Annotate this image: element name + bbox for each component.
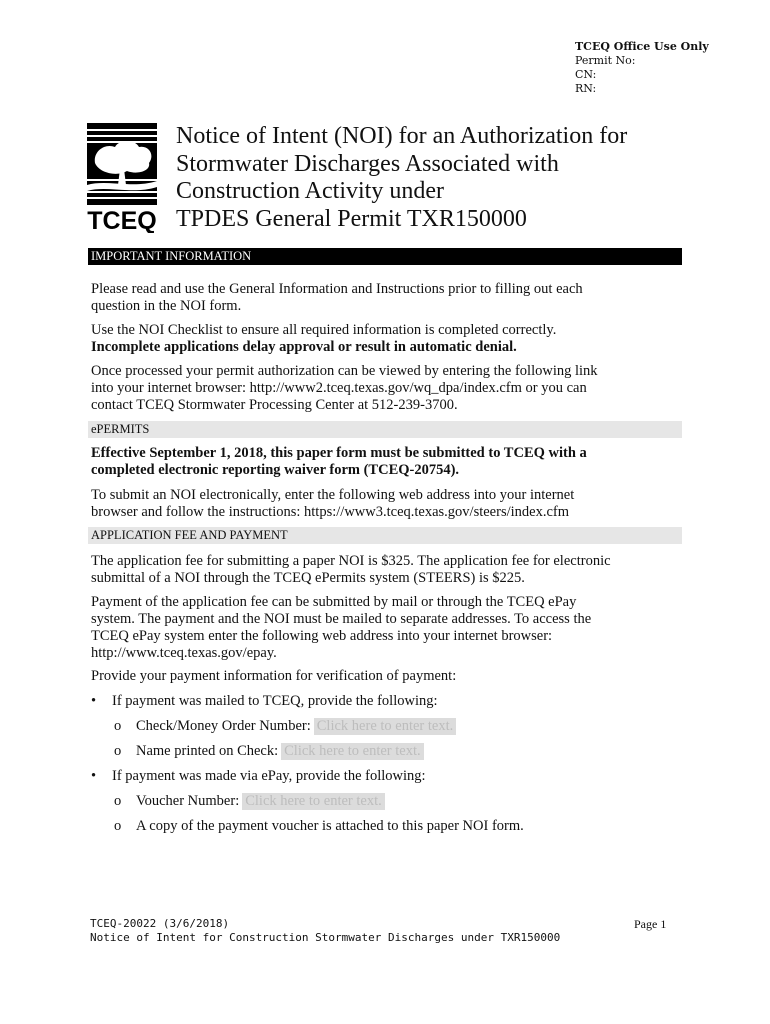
text-line: The application fee for submitting a paper NOI is $325. The application fee for electronic xyxy=(91,553,611,569)
text-line: TCEQ ePay system enter the following web address into your internet browser: xyxy=(91,628,553,644)
sub-check-number xyxy=(114,718,456,735)
warning-text: Incomplete applications delay approval or result in automatic denial. xyxy=(91,339,517,355)
text-line: Use the NOI Checklist to ensure all required information is completed correctly. xyxy=(91,322,557,338)
sub-voucher-copy xyxy=(114,818,524,835)
sub-bullet: o xyxy=(114,818,122,834)
epermits-paragraph-2 xyxy=(91,487,681,521)
bullet-dot: • xyxy=(91,693,97,709)
fee-paragraph-1 xyxy=(91,553,681,587)
text-line: into your internet browser: http://www2.tceq.texas.gov/wq_dpa/index.cfm or you can xyxy=(91,380,587,396)
epermits-header: ePERMITS xyxy=(88,421,682,438)
text-line: completed electronic reporting waiver form (TCEQ-20754). xyxy=(91,462,460,478)
name-on-check-label: Name printed on Check: xyxy=(136,743,279,759)
important-paragraph-3 xyxy=(91,363,681,414)
sub-bullet: o xyxy=(114,793,122,809)
important-information-header: IMPORTANT INFORMATION xyxy=(88,248,682,265)
page-number: Page 1 xyxy=(634,917,667,931)
text-line: contact TCEQ Stormwater Processing Center at 512-239-3700. xyxy=(91,397,458,413)
voucher-number-field[interactable]: Click here to enter text. xyxy=(242,793,385,810)
cn-label: CN: xyxy=(575,68,597,81)
bullet-dot: • xyxy=(91,768,97,784)
title-line: TPDES General Permit TXR150000 xyxy=(176,205,527,232)
check-number-field[interactable]: Click here to enter text. xyxy=(314,718,457,735)
text-line: Please read and use the General Information and Instructions prior to filling out each xyxy=(91,281,583,297)
text-line: To submit an NOI electronically, enter the following web address into your internet xyxy=(91,487,575,503)
voucher-number-label: Voucher Number: xyxy=(136,793,240,809)
form-number: TCEQ-20022 (3/6/2018) xyxy=(90,917,230,930)
form-name: Notice of Intent for Construction Stormwater Discharges under TXR150000 xyxy=(90,931,561,944)
text-line: system. The payment and the NOI must be mailed to separate addresses. To access the xyxy=(91,611,592,627)
epermits-paragraph-1 xyxy=(91,445,681,479)
title-line: Construction Activity under xyxy=(176,178,444,204)
permit-no-label: Permit No: xyxy=(575,54,636,67)
fee-paragraph-3: Provide your payment information for verification of payment: xyxy=(91,668,457,684)
text-line: Once processed your permit authorization can be viewed by entering the following link xyxy=(91,363,598,379)
bullet-text: If payment was made via ePay, provide the following: xyxy=(112,768,426,784)
fee-paragraph-2 xyxy=(91,594,681,662)
text-line: submittal of a NOI through the TCEQ ePermits system (STEERS) is $225. xyxy=(91,570,525,586)
important-paragraph-1 xyxy=(91,281,681,315)
sub-voucher-number xyxy=(114,793,385,810)
sub-bullet: o xyxy=(114,743,122,759)
voucher-copy-text: A copy of the payment voucher is attached to this paper NOI form. xyxy=(136,818,524,834)
office-use-block xyxy=(575,40,709,96)
bullet-text: If payment was mailed to TCEQ, provide the following: xyxy=(112,693,438,709)
text-line: question in the NOI form. xyxy=(91,298,242,314)
rn-label: RN: xyxy=(575,82,597,95)
text-line: browser and follow the instructions: https://www3.tceq.texas.gov/steers/index.cfm xyxy=(91,504,570,520)
document-title xyxy=(176,123,696,233)
tceq-logo xyxy=(87,123,157,233)
text-line: Effective September 1, 2018, this paper form must be submitted to TCEQ with a xyxy=(91,445,587,461)
check-number-label: Check/Money Order Number: xyxy=(136,718,311,734)
title-line: Notice of Intent (NOI) for an Authorization for xyxy=(176,123,628,149)
bullet-mailed xyxy=(91,693,438,710)
sub-bullet: o xyxy=(114,718,122,734)
office-use-heading: TCEQ Office Use Only xyxy=(575,40,709,53)
important-paragraph-2 xyxy=(91,322,681,356)
application-fee-header: APPLICATION FEE AND PAYMENT xyxy=(88,527,682,544)
text-line: http://www.tceq.texas.gov/epay. xyxy=(91,645,277,661)
name-on-check-field[interactable]: Click here to enter text. xyxy=(281,743,424,760)
bullet-epay xyxy=(91,768,426,785)
title-line: Stormwater Discharges Associated with xyxy=(176,150,559,177)
footer xyxy=(90,917,560,945)
sub-name-on-check xyxy=(114,743,424,760)
logo-text: TCEQ xyxy=(87,207,157,233)
text-line: Payment of the application fee can be submitted by mail or through the TCEQ ePay xyxy=(91,594,577,610)
